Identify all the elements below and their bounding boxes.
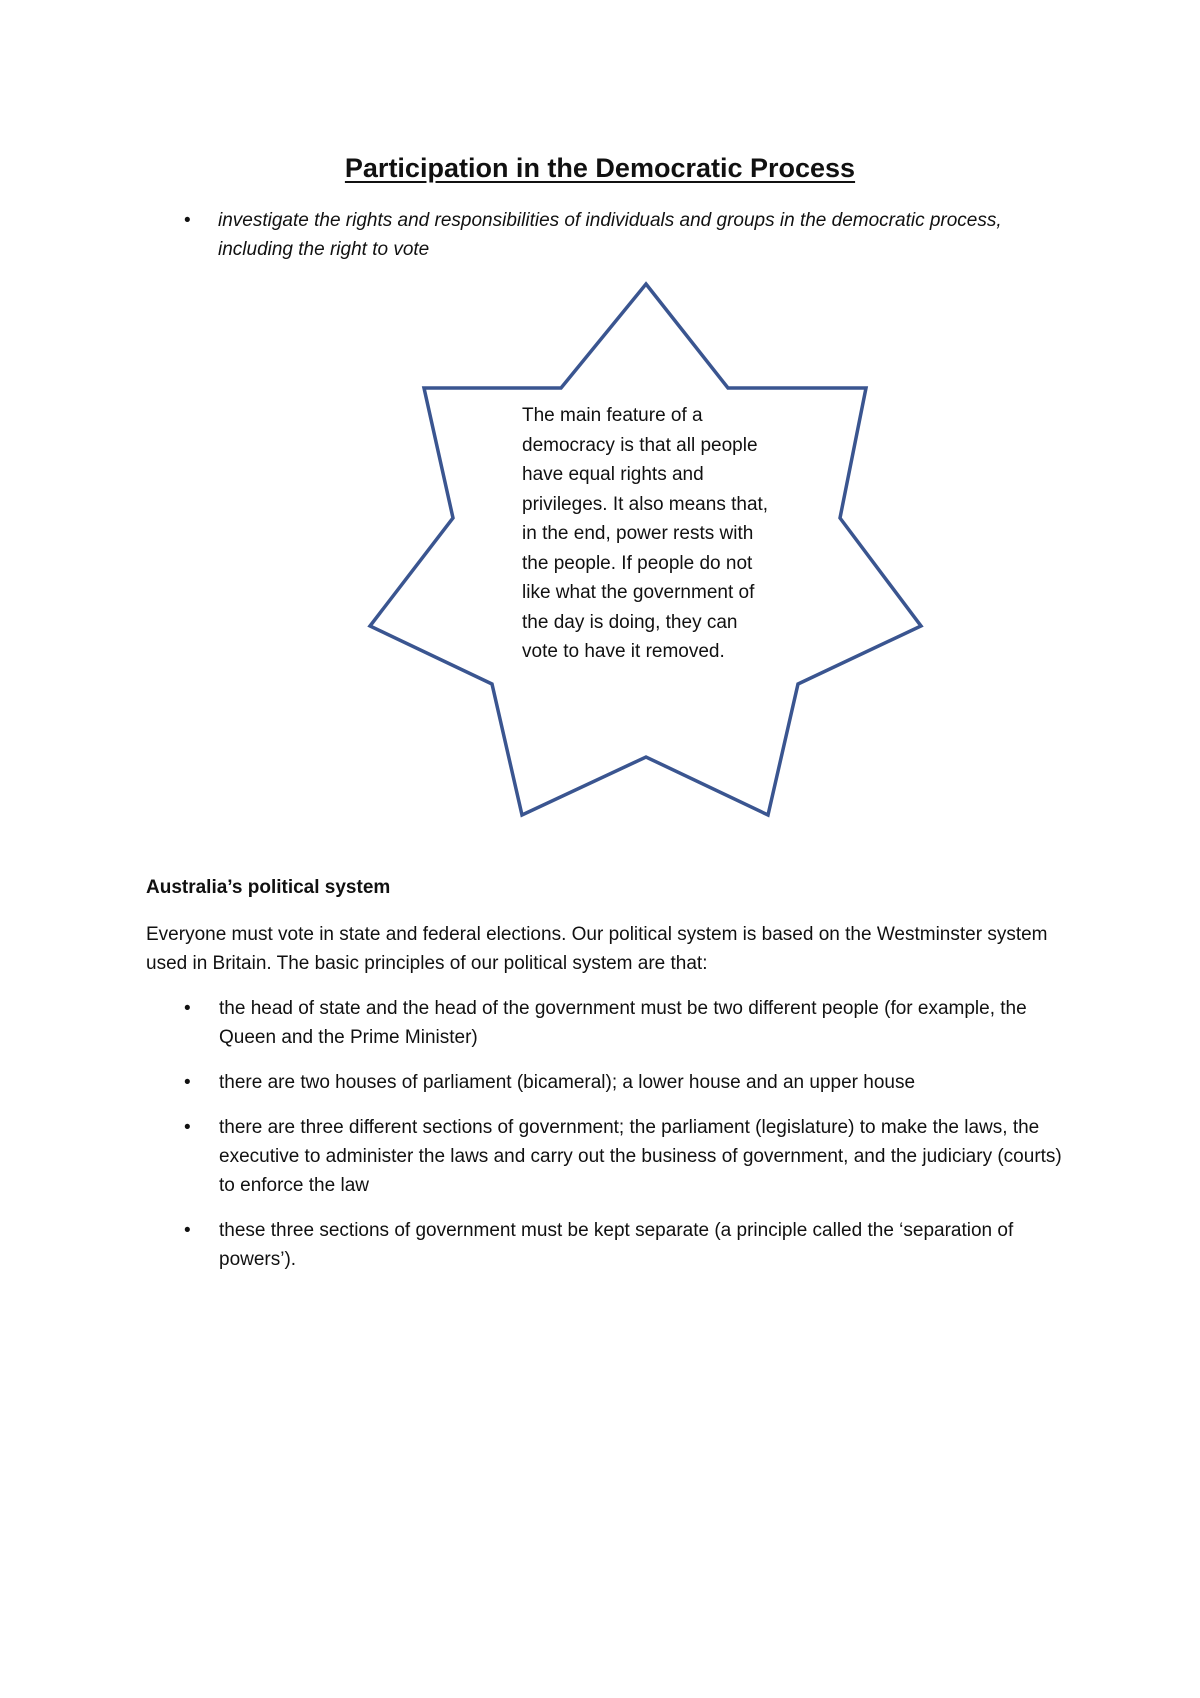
principle-text: there are two houses of parliament (bicameral); a lower house and an upper house bbox=[219, 1072, 916, 1093]
list-item bbox=[146, 1113, 1066, 1200]
bullet-dot: • bbox=[184, 998, 191, 1019]
bullet-dot: • bbox=[184, 1220, 191, 1241]
principle-text: there are three different sections of government; the parliament (legislature) to make the laws, the executive to administer the laws and carry out the business of government, and the judiciary (courts) to enforce the law bbox=[219, 1117, 1062, 1196]
page-title: Participation in the Democratic Process bbox=[344, 153, 856, 183]
list-item bbox=[146, 994, 1066, 1052]
outcome-bullet: • bbox=[184, 210, 191, 231]
section-heading: Australia’s political system bbox=[146, 877, 391, 898]
bullet-dot: • bbox=[184, 1117, 191, 1138]
star-callout-text: The main feature of a democracy is that all people have equal rights and privileges. It also means that, in the end, power rests with the people. If people do not like what the government of the day is doing, they can vote to have it removed. bbox=[522, 405, 769, 662]
bullet-dot: • bbox=[184, 1072, 191, 1093]
list-item bbox=[146, 1216, 1066, 1274]
principle-text: the head of state and the head of the government must be two different people (for example, the Queen and the Prime Minister) bbox=[219, 998, 1027, 1048]
principles-list bbox=[146, 994, 1066, 1290]
learning-outcome: investigate the rights and responsibilities of individuals and groups in the democratic process, including the right to vote bbox=[218, 210, 1002, 260]
section-intro: Everyone must vote in state and federal elections. Our political system is based on the Westminster system used in Britain. The basic principles of our political system are that: bbox=[146, 924, 1048, 974]
principle-text: these three sections of government must be kept separate (a principle called the ‘separation of powers’). bbox=[219, 1220, 1014, 1270]
list-item bbox=[146, 1068, 1066, 1097]
